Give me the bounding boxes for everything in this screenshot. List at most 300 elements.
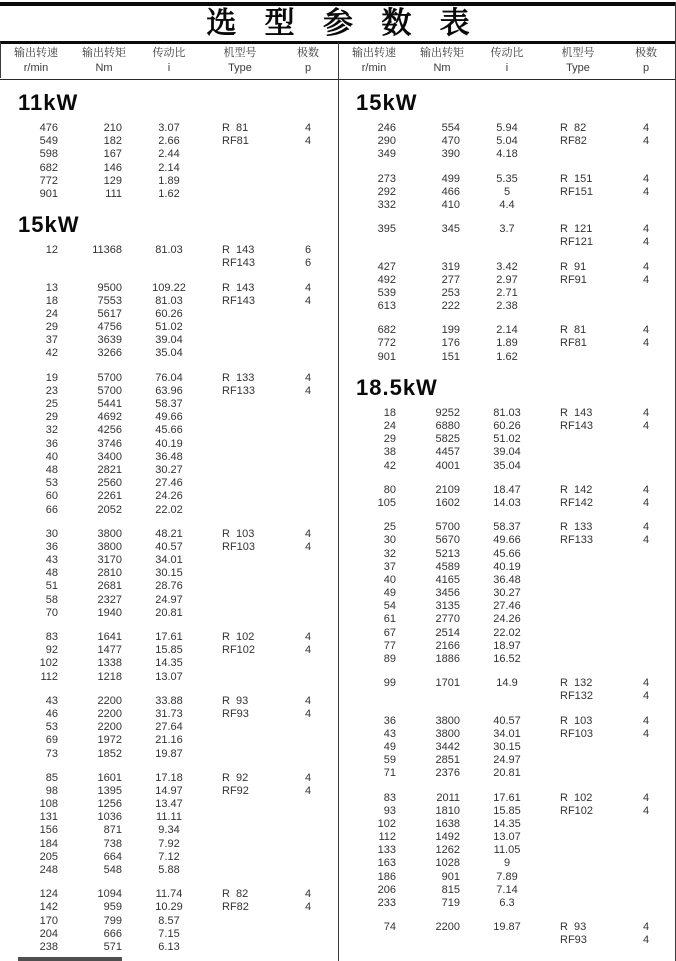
- model-cell: R 91: [560, 260, 587, 273]
- table-row: [338, 921, 675, 934]
- poles-cell: [616, 741, 676, 754]
- ratio-cell: 2.66: [158, 135, 180, 148]
- poles-cell: 4: [642, 406, 650, 419]
- speed-cell: 74: [383, 921, 396, 934]
- speed-cell: 43: [45, 694, 58, 707]
- table-row: [338, 433, 675, 446]
- poles-cell: [278, 567, 338, 580]
- torque-cell: 666: [103, 927, 122, 940]
- ratio-cell: 17.61: [155, 631, 183, 643]
- torque-cell: 1810: [435, 804, 460, 817]
- ratio-cell: 15.85: [155, 644, 183, 657]
- parameter-group: [0, 282, 338, 361]
- speed-cell: 772: [377, 337, 396, 350]
- speed-cell: 349: [377, 148, 396, 161]
- col-header-model-label: 机型号: [561, 47, 595, 59]
- poles-cell: 4: [642, 122, 650, 134]
- ratio-cell: 35.04: [155, 347, 183, 360]
- torque-cell: 1262: [435, 844, 460, 857]
- ratio-cell: 49.66: [155, 411, 183, 424]
- poles-cell: 4: [642, 483, 650, 496]
- table-row: [0, 477, 338, 490]
- poles-cell: 4: [642, 934, 650, 947]
- ratio-cell: 48.21: [155, 527, 183, 540]
- table-row: [338, 831, 675, 844]
- speed-cell: 901: [377, 350, 396, 363]
- ratio-cell: 14.35: [155, 657, 183, 670]
- speed-cell: 112: [378, 831, 396, 844]
- ratio-cell: 19.87: [155, 747, 183, 760]
- poles-cell: 4: [642, 714, 650, 727]
- poles-cell: [616, 351, 676, 364]
- torque-cell: 664: [103, 850, 122, 863]
- table-row: [338, 805, 675, 818]
- torque-cell: 2821: [97, 463, 122, 476]
- ratio-cell: 60.26: [493, 420, 521, 432]
- ratio-cell: [474, 690, 540, 703]
- torque-cell: 2514: [435, 626, 460, 639]
- model-cell: [202, 657, 278, 670]
- poles-cell: 4: [642, 727, 650, 740]
- table-row: [0, 385, 338, 398]
- table-row: [0, 721, 338, 734]
- ratio-cell: 13.07: [155, 670, 183, 683]
- speed-cell: 36: [45, 437, 58, 450]
- speed-cell: 613: [377, 300, 396, 313]
- table-row: [0, 257, 338, 270]
- speed-cell: 40: [45, 450, 58, 463]
- speed-cell: 37: [45, 334, 58, 347]
- col-header-ratio-label: 传动比: [490, 47, 524, 59]
- speed-cell: 598: [39, 148, 58, 161]
- poles-cell: [616, 857, 676, 870]
- ratio-cell: 30.27: [493, 587, 521, 600]
- ratio-cell: 7.15: [158, 927, 180, 940]
- poles-cell: [616, 884, 676, 897]
- table-row: [0, 554, 338, 567]
- torque-cell: 571: [103, 940, 122, 953]
- torque-cell: 3266: [97, 347, 122, 360]
- speed-cell: 186: [377, 870, 396, 883]
- speed-cell: 156: [39, 824, 58, 837]
- ratio-cell: 109.22: [152, 281, 186, 294]
- torque-cell: 1036: [97, 811, 122, 824]
- torque-cell: 3456: [435, 587, 460, 600]
- poles-cell: 4: [642, 223, 650, 236]
- poles-cell: [278, 554, 338, 567]
- parameter-group: [0, 122, 338, 201]
- model-cell: RF133: [560, 534, 594, 547]
- speed-cell: 13: [45, 281, 58, 294]
- torque-cell: 1972: [97, 734, 122, 747]
- speed-cell: 124: [39, 888, 58, 901]
- torque-cell: 871: [103, 824, 122, 837]
- ratio-cell: 18.47: [493, 483, 521, 496]
- speed-cell: 51: [45, 580, 58, 593]
- col-header-torque: [72, 44, 136, 79]
- model-cell: [202, 567, 278, 580]
- model-cell: R 102: [560, 791, 593, 804]
- table-row: [0, 838, 338, 851]
- ratio-cell: 5.94: [496, 122, 518, 134]
- ratio-cell: 58.37: [155, 398, 183, 410]
- parameter-group: [338, 173, 675, 213]
- speed-cell: 77: [383, 639, 396, 652]
- table-row: [0, 580, 338, 593]
- model-cell: RF93: [560, 934, 587, 947]
- parameter-group: [0, 631, 338, 684]
- torque-cell: 815: [441, 883, 460, 896]
- model-cell: [540, 351, 616, 364]
- ratio-cell: 7.12: [158, 850, 180, 863]
- col-header-speed: [338, 44, 410, 79]
- col-header-speed-unit: r/min: [361, 62, 387, 74]
- ratio-cell: 27.46: [155, 477, 183, 490]
- table-row: [338, 653, 675, 666]
- model-cell: [202, 398, 278, 411]
- model-cell: R 133: [222, 371, 255, 384]
- speed-cell: 80: [383, 483, 396, 496]
- torque-cell: 9252: [435, 406, 460, 419]
- speed-cell: [338, 236, 410, 249]
- torque-cell: 4589: [435, 560, 460, 573]
- torque-cell: 959: [103, 901, 122, 914]
- poles-cell: 4: [304, 901, 312, 914]
- poles-cell: [616, 818, 676, 831]
- poles-cell: [616, 613, 676, 626]
- speed-cell: 105: [377, 496, 396, 509]
- torque-cell: 4001: [435, 459, 460, 472]
- ratio-cell: 27.46: [493, 600, 521, 613]
- torque-cell: 11368: [92, 244, 122, 257]
- torque-cell: 1338: [97, 657, 122, 670]
- table-row: [338, 287, 675, 300]
- speed-cell: 539: [377, 286, 396, 299]
- col-header-model-label: 机型号: [223, 47, 257, 59]
- ratio-cell: 28.76: [155, 580, 183, 593]
- model-cell: RF81: [560, 337, 587, 350]
- speed-cell: 60: [45, 490, 58, 503]
- poles-cell: 4: [642, 677, 650, 690]
- poles-cell: [278, 451, 338, 464]
- table-row: [0, 607, 338, 620]
- table-row: [338, 818, 675, 831]
- ratio-cell: 5.88: [158, 864, 180, 876]
- model-cell: RF143: [222, 257, 256, 270]
- poles-cell: [278, 580, 338, 593]
- table-row: [338, 534, 675, 547]
- speed-cell: 83: [45, 631, 58, 643]
- ratio-cell: [136, 257, 202, 270]
- torque-cell: 2376: [435, 767, 460, 780]
- ratio-cell: 2.71: [496, 286, 518, 299]
- poles-cell: 4: [642, 172, 650, 185]
- model-cell: [202, 411, 278, 424]
- model-cell: [540, 574, 616, 587]
- poles-cell: 4: [304, 707, 312, 720]
- ratio-cell: 16.52: [493, 653, 521, 665]
- ratio-cell: 2.97: [496, 273, 518, 286]
- poles-cell: [278, 148, 338, 161]
- model-cell: [540, 857, 616, 870]
- table-row: [338, 236, 675, 249]
- torque-cell: 5441: [97, 398, 122, 410]
- table-row: [338, 600, 675, 613]
- model-cell: RF151: [560, 185, 594, 198]
- model-cell: [202, 438, 278, 451]
- speed-cell: 163: [377, 857, 396, 870]
- model-cell: [540, 587, 616, 600]
- ratio-cell: 49.66: [493, 534, 521, 547]
- poles-cell: 4: [642, 521, 650, 534]
- table-row: [338, 135, 675, 148]
- model-cell: RF142: [560, 496, 594, 509]
- speed-cell: 36: [383, 714, 396, 727]
- torque-cell: [410, 236, 474, 249]
- poles-cell: 4: [304, 631, 312, 643]
- speed-cell: 29: [383, 433, 396, 446]
- table-row: [0, 490, 338, 503]
- ratio-cell: 34.01: [155, 554, 183, 567]
- ratio-cell: 10.29: [155, 901, 183, 914]
- table-row: [338, 844, 675, 857]
- poles-cell: [616, 446, 676, 459]
- ratio-cell: 4.4: [499, 198, 515, 211]
- parameter-group: [338, 677, 675, 703]
- poles-cell: 4: [304, 771, 312, 784]
- poles-cell: [616, 871, 676, 884]
- model-cell: RF91: [560, 273, 587, 286]
- ratio-cell: 20.81: [155, 606, 183, 619]
- table-row: [338, 613, 675, 626]
- torque-cell: 5825: [435, 433, 460, 446]
- poles-cell: 4: [642, 260, 650, 273]
- table-row: [0, 811, 338, 824]
- ratio-cell: 34.01: [493, 727, 521, 740]
- col-header-poles: [616, 44, 676, 79]
- poles-cell: 4: [304, 384, 312, 397]
- col-header-poles-unit: p: [304, 62, 312, 74]
- speed-cell: 131: [39, 811, 58, 824]
- model-cell: R 143: [560, 406, 593, 419]
- torque-cell: 7553: [97, 294, 122, 307]
- ratio-cell: 22.02: [493, 626, 521, 639]
- ratio-cell: 3.07: [158, 122, 180, 134]
- ratio-cell: 81.03: [493, 406, 521, 419]
- torque-cell: 2261: [97, 490, 122, 503]
- model-cell: RF93: [222, 707, 249, 720]
- poles-cell: 4: [304, 888, 312, 901]
- ratio-cell: 19.87: [493, 921, 521, 934]
- table-row: [338, 884, 675, 897]
- torque-cell: 3800: [97, 527, 122, 540]
- speed-cell: 30: [383, 534, 396, 547]
- table-row: [338, 715, 675, 728]
- table-row: [0, 148, 338, 161]
- speed-cell: 73: [45, 747, 58, 760]
- table-row: [338, 446, 675, 459]
- model-cell: [540, 600, 616, 613]
- ratio-cell: 27.64: [155, 721, 183, 734]
- poles-cell: [616, 561, 676, 574]
- torque-cell: 1601: [97, 771, 122, 784]
- model-cell: RF133: [222, 384, 256, 397]
- ratio-cell: 81.03: [155, 244, 183, 257]
- speed-cell: 32: [383, 547, 396, 560]
- ratio-cell: 51.02: [155, 321, 183, 334]
- poles-cell: 4: [304, 694, 312, 707]
- table-row: [0, 451, 338, 464]
- torque-cell: 4692: [97, 411, 122, 424]
- poles-cell: [616, 148, 676, 161]
- ratio-cell: 51.02: [493, 433, 521, 446]
- model-cell: [540, 897, 616, 910]
- model-cell: [202, 334, 278, 347]
- speed-cell: 102: [39, 657, 58, 670]
- torque-cell: 2011: [436, 791, 460, 804]
- table-row: [0, 308, 338, 321]
- torque-cell: 719: [441, 897, 460, 909]
- ratio-cell: 40.57: [155, 540, 183, 553]
- poles-cell: 4: [642, 690, 650, 703]
- ratio-cell: 6.3: [499, 897, 515, 909]
- column-right: [338, 80, 675, 959]
- speed-cell: 332: [377, 198, 396, 211]
- torque-cell: 1602: [435, 496, 460, 509]
- table-row: [0, 411, 338, 424]
- ratio-cell: 1.89: [496, 337, 518, 350]
- poles-cell: [278, 811, 338, 824]
- torque-cell: 1395: [97, 784, 122, 797]
- model-cell: R 93: [222, 694, 249, 707]
- col-header-torque-label: 输出转矩: [82, 47, 126, 59]
- model-cell: R 132: [560, 677, 593, 690]
- torque-cell: 3800: [435, 727, 460, 740]
- model-cell: [202, 748, 278, 761]
- table-row: [338, 407, 675, 420]
- parameter-group: [338, 921, 675, 947]
- table-row: [0, 734, 338, 747]
- torque-cell: 499: [441, 172, 460, 185]
- torque-cell: 1641: [97, 631, 122, 643]
- poles-cell: 4: [304, 784, 312, 797]
- model-cell: R 102: [222, 631, 255, 643]
- table-row: [338, 934, 675, 947]
- model-cell: [202, 928, 278, 941]
- model-cell: [540, 884, 616, 897]
- torque-cell: 2166: [435, 639, 460, 652]
- table-row: [0, 398, 338, 411]
- parameter-group: [338, 223, 675, 249]
- model-cell: R 82: [560, 122, 587, 134]
- speed-cell: 58: [45, 593, 58, 606]
- poles-cell: [278, 334, 338, 347]
- poles-cell: [278, 438, 338, 451]
- table-row: [0, 941, 338, 954]
- ratio-cell: 1.62: [158, 187, 180, 200]
- table-row: [338, 337, 675, 350]
- speed-cell: 24: [383, 420, 396, 432]
- col-header-ratio-unit: i: [505, 62, 509, 74]
- model-cell: [540, 460, 616, 473]
- speed-cell: 901: [39, 187, 58, 200]
- ratio-cell: 45.66: [155, 424, 183, 437]
- torque-cell: 176: [441, 337, 460, 350]
- ratio-cell: 18.97: [493, 639, 521, 652]
- poles-cell: [278, 657, 338, 670]
- ratio-cell: 63.96: [155, 384, 183, 397]
- model-cell: R 93: [560, 921, 587, 934]
- torque-cell: 2770: [435, 613, 460, 626]
- speed-cell: 492: [377, 273, 396, 286]
- ratio-cell: 24.26: [493, 613, 521, 626]
- model-cell: R 81: [222, 122, 249, 134]
- model-cell: RF102: [222, 644, 256, 657]
- torque-cell: 4165: [435, 573, 460, 586]
- parameter-group: [0, 372, 338, 517]
- torque-cell: 799: [103, 914, 122, 927]
- speed-cell: [0, 257, 72, 270]
- torque-cell: 901: [441, 870, 460, 883]
- table-row: [0, 188, 338, 201]
- poles-cell: [278, 941, 338, 954]
- table-row: [0, 464, 338, 477]
- poles-cell: 4: [642, 337, 650, 350]
- model-cell: [202, 915, 278, 928]
- ratio-cell: 1.62: [496, 350, 518, 363]
- model-cell: [540, 640, 616, 653]
- speed-cell: 292: [377, 185, 396, 198]
- speed-cell: 67: [383, 626, 396, 639]
- col-header-model-unit: Type: [566, 62, 590, 74]
- torque-cell: 1852: [97, 747, 122, 760]
- parameter-group: [338, 484, 675, 510]
- model-cell: [540, 199, 616, 212]
- speed-cell: [338, 934, 410, 947]
- speed-cell: 36: [45, 540, 58, 553]
- ratio-cell: 3.42: [496, 260, 518, 273]
- speed-cell: 549: [39, 135, 58, 148]
- table-header-left: [0, 44, 338, 79]
- table-row: [338, 484, 675, 497]
- table-row: [338, 460, 675, 473]
- ratio-cell: 2.38: [496, 300, 518, 313]
- section-heading: 11kW: [18, 90, 79, 115]
- speed-cell: 476: [39, 122, 58, 134]
- model-cell: RF121: [560, 236, 594, 249]
- torque-cell: 210: [103, 122, 122, 134]
- poles-cell: [278, 424, 338, 437]
- poles-cell: 4: [304, 122, 312, 134]
- model-cell: [540, 548, 616, 561]
- ratio-cell: 40.19: [155, 437, 183, 450]
- ratio-cell: 8.57: [158, 914, 180, 927]
- poles-cell: [278, 490, 338, 503]
- table-row: [0, 772, 338, 785]
- speed-cell: 102: [377, 817, 396, 830]
- poles-cell: [616, 767, 676, 780]
- table-row: [0, 785, 338, 798]
- speed-cell: 246: [377, 122, 396, 134]
- speed-cell: 427: [377, 260, 396, 273]
- table-row: [0, 695, 338, 708]
- torque-cell: 151: [441, 350, 460, 363]
- torque-cell: 5617: [97, 307, 122, 320]
- table-row: [0, 798, 338, 811]
- torque-cell: 5670: [435, 534, 460, 547]
- speed-cell: 170: [39, 914, 58, 927]
- torque-cell: 466: [441, 185, 460, 198]
